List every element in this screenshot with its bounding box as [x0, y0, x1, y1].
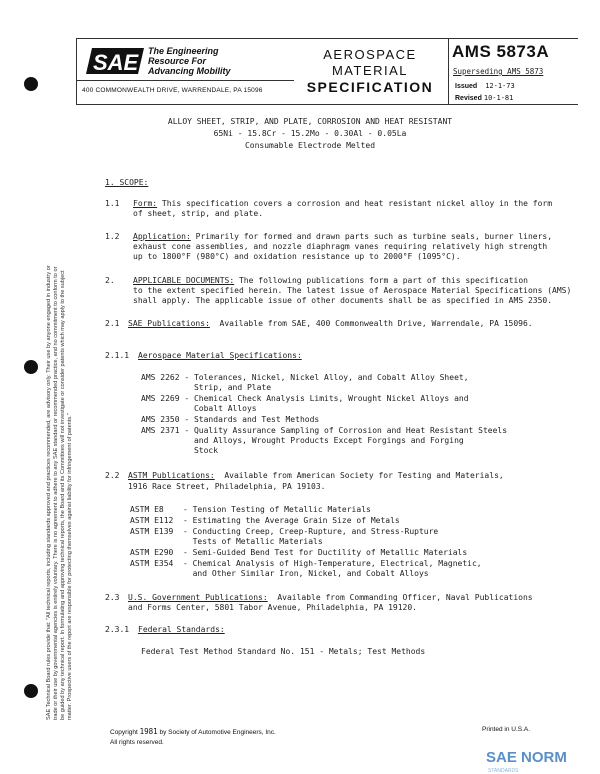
- tagline-line-1: The Engineering: [148, 46, 219, 56]
- title-material: MATERIAL: [331, 63, 409, 78]
- section-2-2-line-1: [128, 471, 504, 481]
- ams-number: AMS 5873A: [452, 42, 550, 61]
- doc-title-line-2: 65Ni - 15.8Cr - 15.2Mo - 0.30Al - 0.05La: [213, 129, 407, 138]
- section-2-1-1-label: [138, 351, 302, 361]
- section-2-2-line-2: 1916 Race Street, Philadelphia, PA 19103.: [128, 482, 326, 491]
- ams-list-item: and Alloys, Wrought Products Except Forgings and Forging: [141, 436, 464, 445]
- astm-list-item: ASTM E8 - Tension Testing of Metallic Materials: [130, 505, 371, 514]
- copyright-year: 1981: [139, 727, 158, 736]
- title-aerospace: AEROSPACE: [323, 47, 417, 62]
- issued-label: Issued: [455, 83, 478, 90]
- section-1-1-label: Form:: [133, 199, 158, 208]
- copyright-notice: [110, 727, 276, 748]
- section-1-1-num: 1.1: [105, 199, 120, 208]
- header-divider: [448, 38, 449, 105]
- sae-disclaimer-sidebar: [46, 140, 74, 720]
- section-2-2-label: ASTM Publications:: [128, 471, 215, 480]
- section-1-heading: [105, 178, 148, 188]
- header-left-rule: [76, 38, 77, 105]
- punch-hole-bottom: [24, 684, 38, 698]
- sae-address: 400 COMMONWEALTH DRIVE, WARRENDALE, PA 15096: [82, 87, 263, 94]
- section-2-3-text-1: Available from Commanding Officer, Naval Publications: [277, 593, 533, 602]
- doc-title-line-1: ALLOY SHEET, STRIP, AND PLATE, CORROSION AND HEAT RESISTANT: [167, 117, 453, 126]
- punch-hole-top: [24, 77, 38, 91]
- section-2-line-2: to the extent specified herein. The latest issue of Aerospace Material Specifications (AMS): [133, 286, 572, 295]
- disclaimer-line-4: matter. Prospective users of the report are responsible for protecting themselves against liability for infringement of patents.": [67, 413, 73, 720]
- doc-title-line-3: Consumable Electrode Melted: [244, 141, 376, 150]
- section-2-label: APPLICABLE DOCUMENTS:: [133, 276, 235, 285]
- revised-value: 10-1-81: [483, 94, 514, 102]
- title-specification: SPECIFICATION: [306, 79, 434, 95]
- section-1-2-line-1: [133, 232, 552, 242]
- section-1-1-line-2: of sheet, strip, and plate.: [133, 209, 264, 218]
- sae-logo: [82, 46, 146, 76]
- disclaimer-line-1: SAE Technical Board rules provide that: "All technical reports, including standards approved and practices recommended, are advisory only. Their use by anyone engaged in industry or: [46, 265, 52, 720]
- section-1-2-label: Application:: [133, 232, 191, 241]
- copyright-line: [110, 727, 276, 738]
- watermark-text: SAE NORM: [486, 749, 567, 766]
- ams-list-item: AMS 2350 - Standards and Test Methods: [141, 415, 320, 424]
- section-2-1-num: 2.1: [105, 319, 120, 328]
- spec-title-block: [300, 47, 440, 95]
- section-1-1-line-1: [133, 199, 552, 209]
- sae-tagline: [148, 46, 231, 76]
- revised-label: Revised: [455, 95, 482, 102]
- section-1-2-line-3: up to 1800°F (980°C) and oxidation resistance up to 2000°F (1095°C).: [133, 252, 461, 261]
- issued-value: 12-1-73: [485, 82, 515, 90]
- header-logo-rule: [76, 80, 294, 81]
- rights-reserved: All rights reserved.: [110, 739, 164, 746]
- revised-date: [455, 94, 513, 102]
- section-2-3-1-label-text: Federal Standards:: [138, 625, 225, 634]
- astm-list-item: Tests of Metallic Materials: [130, 537, 323, 546]
- copyright-label: Copyright: [110, 729, 138, 736]
- section-2-num: 2.: [105, 276, 115, 285]
- section-2-line-3: shall apply. The applicable issue of other documents shall be as specified in AMS 2350.: [133, 296, 553, 305]
- ams-list-item: AMS 2262 - Tolerances, Nickel, Nickel Alloy, and Cobalt Alloy Sheet,: [141, 373, 469, 382]
- tagline-line-2: Resource For: [148, 56, 207, 66]
- section-1-text: 1. SCOPE:: [105, 178, 149, 187]
- ams-list-item: AMS 2269 - Chemical Check Analysis Limits, Wrought Nickel Alloys and: [141, 394, 469, 403]
- printed-in-usa: Printed in U.S.A.: [482, 726, 531, 733]
- header-top-rule: [76, 38, 578, 39]
- disclaimer-line-2: trade or their use by governmental agencies is entirely voluntary. There is no agreement to adhere to any SAE standard or recommended practice, and no commitment to conform to or: [53, 266, 59, 720]
- section-2-1-1-label-text: Aerospace Material Specifications:: [138, 351, 302, 360]
- astm-list-item: and Other Similar Iron, Nickel, and Cobalt Alloys: [130, 569, 429, 578]
- section-2-3-label: U.S. Government Publications:: [128, 593, 268, 602]
- section-1-2-num: 1.2: [105, 232, 120, 241]
- section-2-1-label: SAE Publications:: [128, 319, 210, 328]
- section-2-3-1-num: 2.3.1: [105, 625, 130, 634]
- section-2-1-line: [128, 319, 533, 329]
- ams-list-item: Cobalt Alloys: [141, 404, 257, 413]
- federal-standard-item: Federal Test Method Standard No. 151 - Metals; Test Methods: [141, 647, 426, 656]
- section-2-3-line-2: and Forms Center, 5801 Tabor Avenue, Philadelphia, PA 19120.: [128, 603, 417, 612]
- astm-list-item: ASTM E290 - Semi-Guided Bend Test for Ductility of Metallic Materials: [130, 548, 468, 557]
- tagline-line-3: Advancing Mobility: [148, 66, 231, 76]
- watermark-subtext: STANDARDS: [488, 768, 519, 774]
- disclaimer-line-3: be guided by any technical report. In formulating and approving technical reports, the Board and its Committees will not investigate or consider patents which may apply to the subject: [60, 270, 66, 720]
- section-2-2-num: 2.2: [105, 471, 120, 480]
- astm-list-item: ASTM E112 - Estimating the Average Grain Size of Metals: [130, 516, 400, 525]
- section-2-3-1-label: [138, 625, 225, 635]
- section-2-line-1: [133, 276, 528, 286]
- punch-hole-middle: [24, 360, 38, 374]
- section-2-2-text-1: Available from American Society for Testing and Materials,: [224, 471, 504, 480]
- issued-date: [455, 82, 515, 90]
- sae-logo-text: SAE: [93, 50, 139, 75]
- ams-list-item: Strip, and Plate: [141, 383, 272, 392]
- section-2-1-text: Available from SAE, 400 Commonwealth Drive, Warrendale, PA 15096.: [219, 319, 533, 328]
- ams-list-item: Stock: [141, 446, 219, 455]
- sae-norm-watermark: [486, 742, 598, 774]
- section-1-2-text-1: Primarily for formed and drawn parts such as turbine seals, burner liners,: [195, 232, 553, 241]
- section-2-text-1: The following publications form a part of this specification: [238, 276, 528, 285]
- superseding-note: Superseding AMS 5873: [453, 67, 544, 76]
- section-2-3-num: 2.3: [105, 593, 120, 602]
- section-2-1-1-num: 2.1.1: [105, 351, 130, 360]
- copyright-holder: by Society of Automotive Engineers, Inc.: [159, 729, 276, 736]
- astm-list-item: ASTM E139 - Conducting Creep, Creep-Rupture, and Stress-Rupture: [130, 527, 439, 536]
- ams-list-item: AMS 2371 - Quality Assurance Sampling of Corrosion and Heat Resistant Steels: [141, 426, 508, 435]
- header-bottom-rule: [76, 104, 578, 105]
- section-1-2-line-2: exhaust cone assemblies, and nozzle diaphragm vanes requiring relatively high strength: [133, 242, 548, 251]
- astm-list-item: ASTM E354 - Chemical Analysis of High-Temperature, Electrical, Magnetic,: [130, 559, 482, 568]
- section-1-1-text-1: This specification covers a corrosion and heat resistant nickel alloy in the form: [161, 199, 553, 208]
- section-2-3-line-1: [128, 593, 533, 603]
